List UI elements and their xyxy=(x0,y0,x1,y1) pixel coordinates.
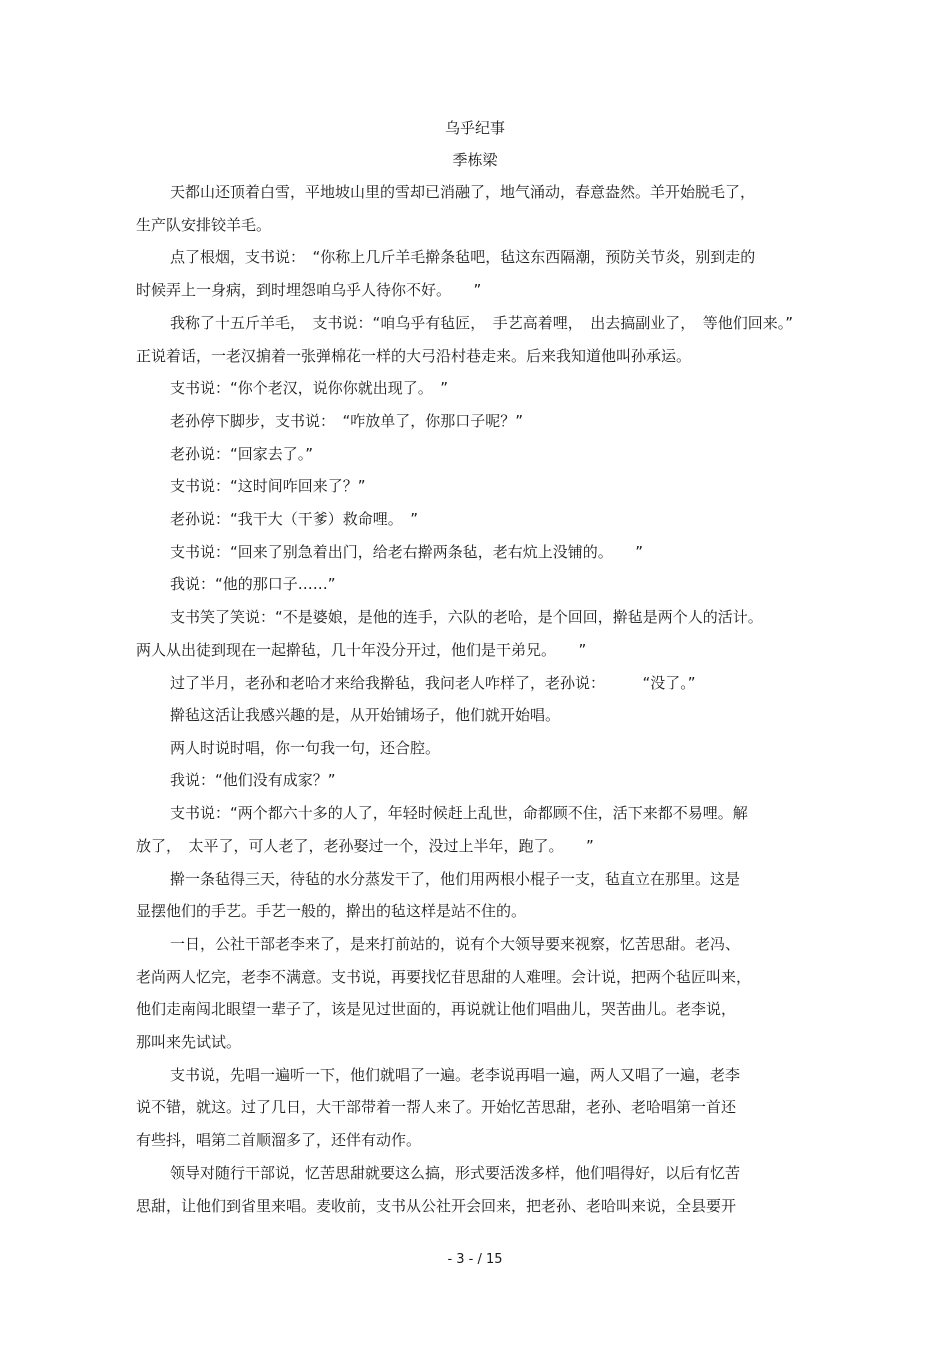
text-line: 老孙停下脚步，支书说： “咋放单了，你那口子呢？” xyxy=(170,412,524,430)
text-line: 正说着话，一老汉掮着一张弹棉花一样的大弓沿村巷走来。后来我知道他叫孙承运。 xyxy=(136,347,692,365)
text-line: 显摆他们的手艺。手艺一般的，擀出的毡这样是站不住的。 xyxy=(136,902,527,920)
text-line: 思甜，让他们到省里来唱。麦收前，支书从公社开会回来，把老孙、老哈叫来说，全县要开 xyxy=(136,1197,737,1215)
text-line: 支书说：“这时间咋回来了？” xyxy=(170,477,366,495)
text-line: 支书说：“回来了别急着出门，给老右擀两条毡，老右炕上没铺的。 ” xyxy=(170,543,644,561)
text-line: 支书说：“你个老汉，说你你就出现了。 ” xyxy=(170,379,449,397)
text-line: 两人时说时唱，你一句我一句，还合腔。 xyxy=(170,739,441,757)
text-line: 过了半月，老孙和老哈才来给我擀毡，我问老人咋样了，老孙说： “没了。” xyxy=(170,674,696,692)
text-line: 放了， 太平了，可人老了，老孙娶过一个，没过上半年，跑了。 ” xyxy=(136,837,594,855)
text-line: 支书说：“两个都六十多的人了，年轻时候赶上乱世，命都顾不住，活下来都不易哩。解 xyxy=(170,804,748,822)
text-line: 一日，公社干部老李来了，是来打前站的，说有个大领导要来视察，忆苦思甜。老冯、 xyxy=(170,935,741,953)
text-line: 我说：“他们没有成家？” xyxy=(170,771,336,789)
text-line: 点了根烟，支书说： “你称上几斤羊毛擀条毡吧，毡这东西隔潮，预防关节炎，别到走的 xyxy=(170,248,756,266)
article-title: 乌乎纪事 xyxy=(444,119,505,137)
page-number: - 3 - / 15 xyxy=(447,1252,503,1267)
text-line: 说不错，就这。过了几日，大干部带着一帮人来了。开始忆苦思甜，老孙、老哈唱第一首还 xyxy=(136,1098,737,1116)
text-line: 领导对随行干部说，忆苦思甜就要这么搞，形式要活泼多样，他们唱得好，以后有忆苦 xyxy=(170,1164,741,1182)
text-line: 有些抖，唱第二首顺溜多了，还伴有动作。 xyxy=(136,1131,422,1149)
text-line: 我称了十五斤羊毛， 支书说：“咱乌乎有毡匠， 手艺高着哩， 出去搞副业了， 等他们回来。” xyxy=(170,314,794,332)
text-line: 两人从出徒到现在一起擀毡，几十年没分开过，他们是干弟兄。 ” xyxy=(136,641,587,659)
text-line: 老尚两人忆完，老李不满意。支书说，再要找忆苷思甜的人难哩。会计说，把两个毡匠叫来， xyxy=(136,968,752,986)
text-line: 时候弄上一身病，到时埋怨咱乌乎人待你不好。 ” xyxy=(136,281,482,299)
text-line: 天都山还顶着白雪，平地坡山里的雪却已消融了，地气涌动，春意盎然。羊开始脱毛了， xyxy=(170,183,756,201)
text-line: 他们走南闯北眼望一辈子了，该是见过世面的，再说就让他们唱曲儿，哭苦曲儿。老李说， xyxy=(136,1000,737,1018)
text-line: 擀毡这活让我感兴趣的是，从开始铺场子，他们就开始唱。 xyxy=(170,706,561,724)
text-line: 老孙说：“回家去了。” xyxy=(170,445,314,463)
text-line: 支书说，先唱一遍听一下，他们就唱了一遍。老李说再唱一遍，两人又唱了一遍，老李 xyxy=(170,1066,741,1084)
text-line: 老孙说：“我干大（干爹）救命哩。 ” xyxy=(170,510,419,528)
text-line: 支书笑了笑说：“不是婆娘，是他的连手，六队的老哈，是个回回，擀毡是两个人的活计。 xyxy=(170,608,763,626)
text-line: 生产队安排铰羊毛。 xyxy=(136,216,272,234)
text-line: 擀一条毡得三天，待毡的水分蒸发干了，他们用两根小棍子一支，毡直立在那里。这是 xyxy=(170,870,741,888)
article-author: 季栋梁 xyxy=(452,151,498,169)
text-line: 我说：“他的那口子……” xyxy=(170,575,336,593)
text-line: 那叫来先试试。 xyxy=(136,1033,242,1051)
